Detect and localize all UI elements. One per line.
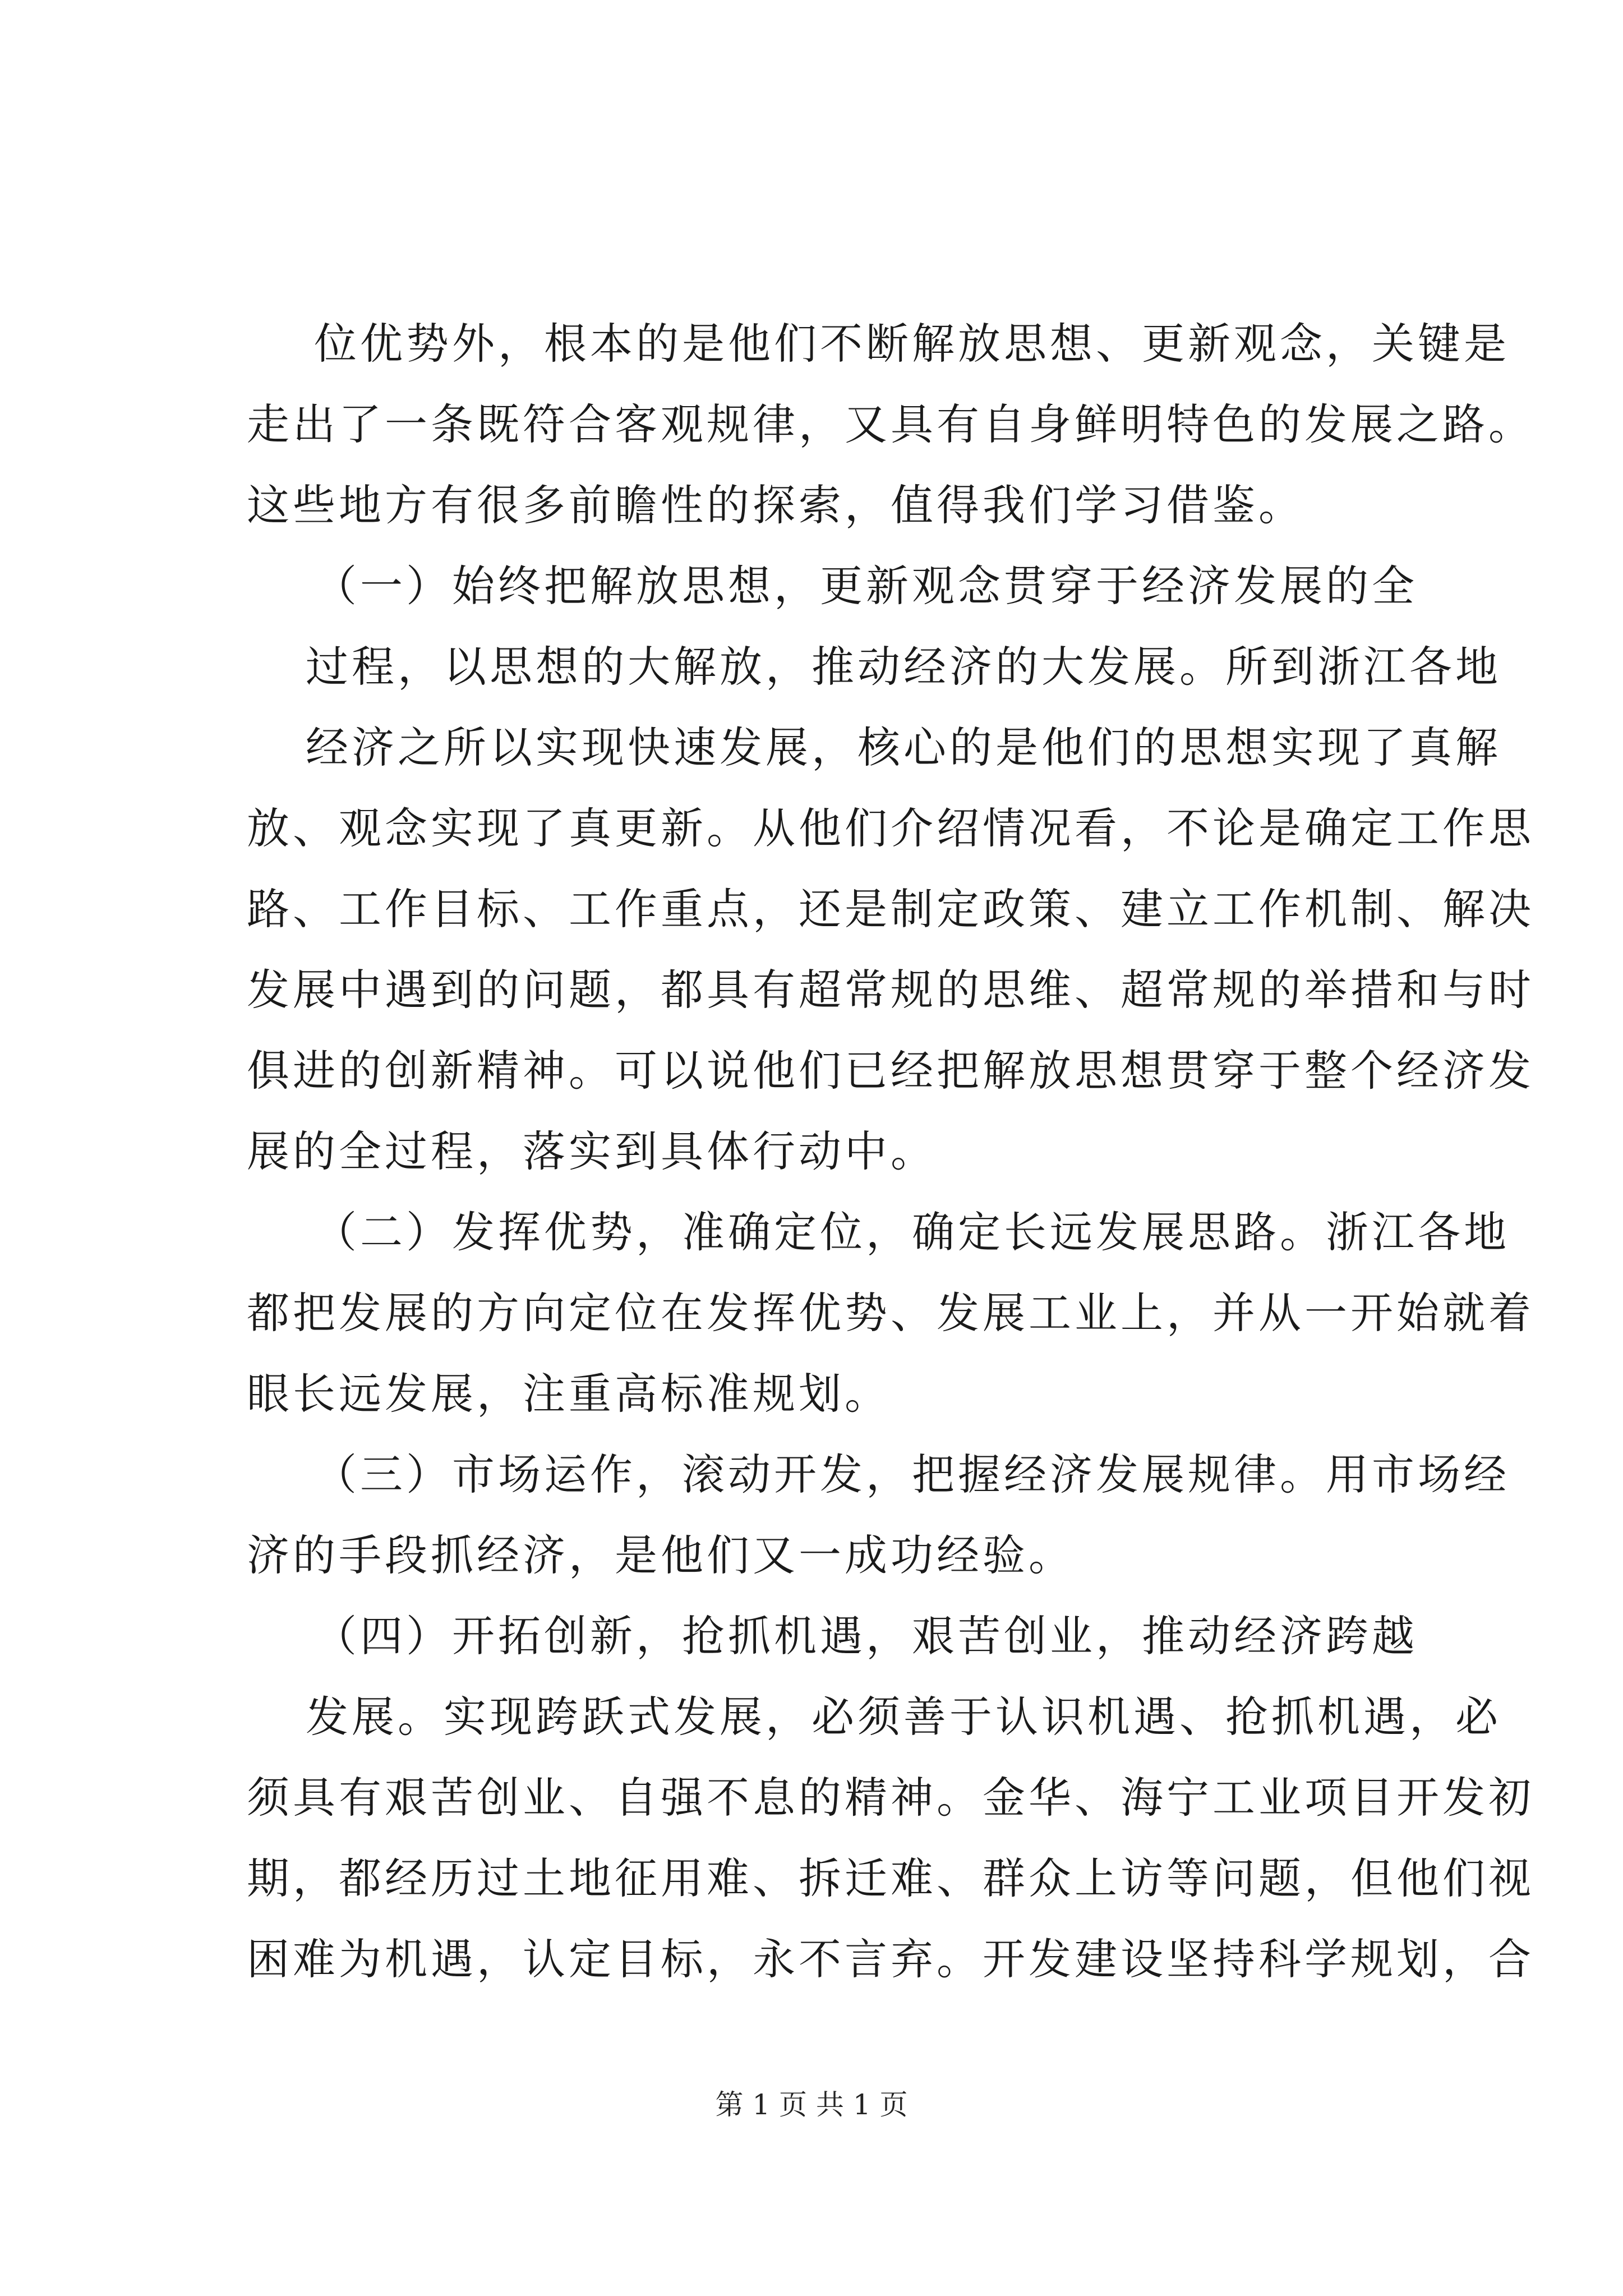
- section-heading-3: （三）市场运作，滚动开发，把握经济发展规律。用市场经: [314, 1450, 1510, 1499]
- body-line: 位优势外，根本的是他们不断解放思想、更新观念，关键是: [314, 319, 1510, 369]
- body-line: 发展。实现跨跃式发展，必须善于认识机遇、抢抓机遇，必: [306, 1692, 1501, 1742]
- body-line: 放、观念实现了真更新。从他们介绍情况看，不论是确定工作思: [247, 803, 1534, 853]
- page-footer: 第 1 页 共 1 页: [715, 2088, 908, 2121]
- section-heading-4: （四）开拓创新，抢抓机遇，艰苦创业，推动经济跨越: [314, 1611, 1418, 1661]
- body-line: 俱进的创新精神。可以说他们已经把解放思想贯穿于整个经济发: [247, 1046, 1534, 1096]
- body-line: 这些地方有很多前瞻性的探索，值得我们学习借鉴。: [247, 480, 1304, 530]
- body-line: 走出了一条既符合客观规律，又具有自身鲜明特色的发展之路。: [247, 399, 1534, 449]
- section-heading-2: （二）发挥优势，准确定位，确定长远发展思路。浙江各地: [314, 1207, 1510, 1257]
- body-line: 眼长远发展，注重高标准规划。: [247, 1369, 891, 1419]
- body-line: 都把发展的方向定位在发挥优势、发展工业上，并从一开始就着: [247, 1288, 1534, 1338]
- body-line: 须具有艰苦创业、自强不息的精神。金华、海宁工业项目开发初: [247, 1773, 1534, 1823]
- body-line: 路、工作目标、工作重点，还是制定政策、建立工作机制、解决: [247, 884, 1534, 934]
- body-line: 经济之所以实现快速发展，核心的是他们的思想实现了真解: [306, 723, 1501, 772]
- body-line: 过程，以思想的大解放，推动经济的大发展。所到浙江各地: [306, 642, 1501, 692]
- body-line: 发展中遇到的问题，都具有超常规的思维、超常规的举措和与时: [247, 965, 1534, 1015]
- body-line: 展的全过程，落实到具体行动中。: [247, 1126, 937, 1176]
- body-line: 济的手段抓经济，是他们又一成功经验。: [247, 1530, 1075, 1580]
- body-line: 期，都经历过土地征用难、拆迁难、群众上访等问题，但他们视: [247, 1853, 1534, 1903]
- body-line: 困难为机遇，认定目标，永不言弃。开发建设坚持科学规划，合: [247, 1934, 1534, 1984]
- section-heading-1: （一）始终把解放思想，更新观念贯穿于经济发展的全: [314, 561, 1418, 611]
